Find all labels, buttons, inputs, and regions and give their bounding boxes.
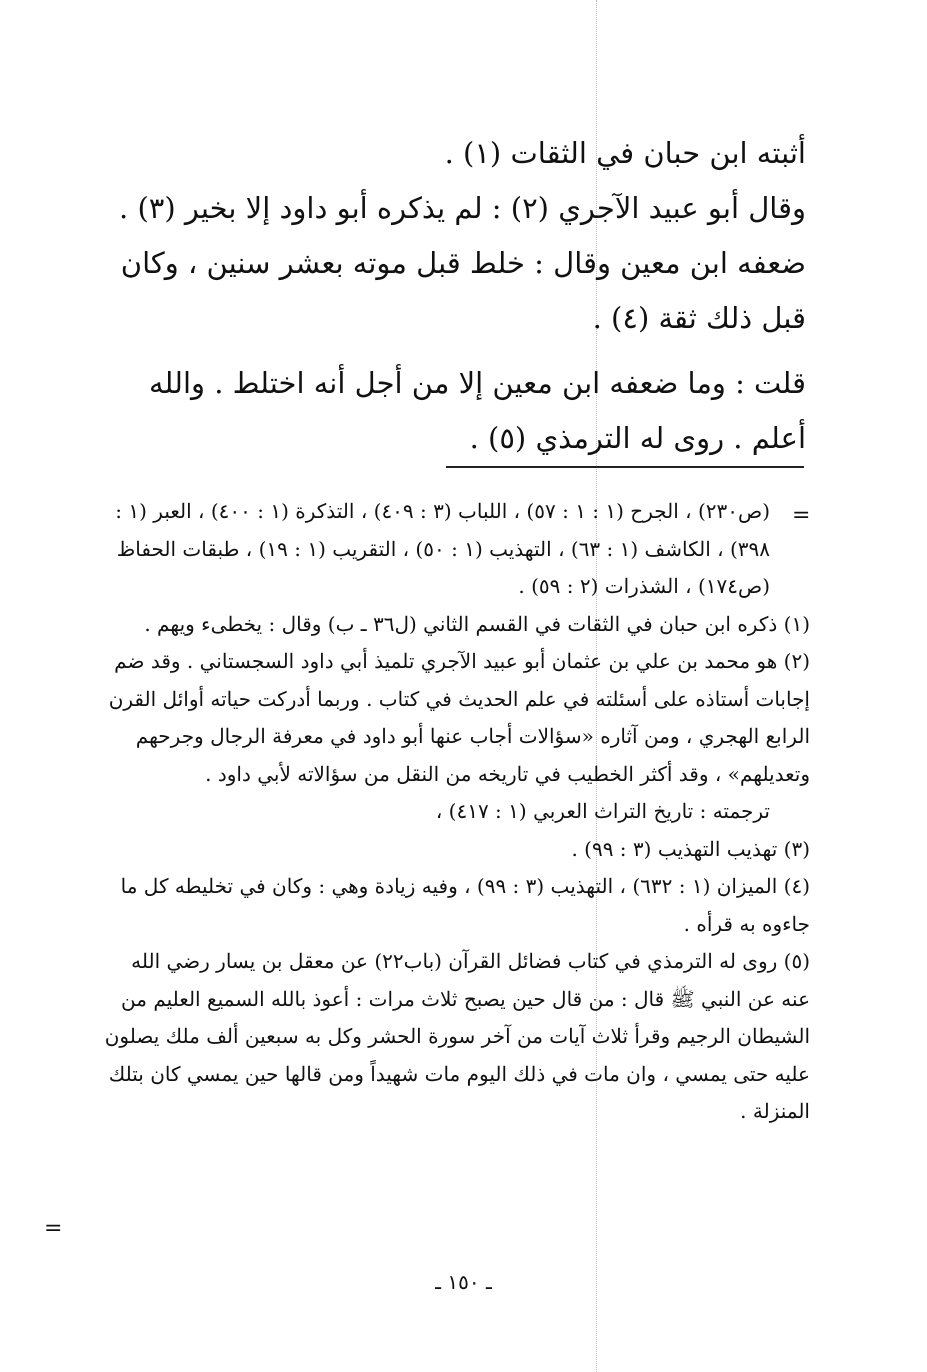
main-paragraph: أثبته ابن حبان في الثقات (١) . bbox=[444, 136, 806, 170]
margin-mark: = bbox=[44, 1216, 63, 1241]
main-text bbox=[96, 126, 806, 466]
footnote-4: (٤) الميزان (١ : ٦٣٢) ، التهذيب (٣ : ٩٩) ، وفيه زيادة وهي : وكان في تخليطه كل ما جاءوه به قرأه . bbox=[120, 874, 810, 936]
page-number: ـ ١٥٠ ـ bbox=[435, 1270, 492, 1294]
footnotes bbox=[98, 493, 810, 1131]
footnote-3: (٣) تهذيب التهذيب (٣ : ٩٩) . bbox=[571, 836, 810, 861]
continuation-mark: = bbox=[792, 503, 811, 528]
main-paragraph: قلت : وما ضعفه ابن معين إلا من أجل أنه اختلط . والله أعلم . روى له الترمذي (٥) . bbox=[148, 366, 806, 455]
footnote-5: (٥) روى له الترمذي في كتاب فضائل القرآن (باب٢٢) عن معقل بن يسار رضي الله عنه عن النبي ﷺ قال : من قال حين يصبح ثلاث مرات : أعوذ بالله السميع العليم من الشيطان الرجيم وقرأ ثلاث آيات من آخر سورة الحشر وكل به سبعين ألف ملك يصلون عليه حتى يمسي ، وان مات في ذلك اليوم مات شهيداً ومن قالها حين يمسي كان بتلك المنزلة . bbox=[104, 949, 810, 1123]
footnote-separator bbox=[446, 466, 804, 468]
footnote-carried-over: (ص٢٣٠) ، الجرح (١ : ١ : ٥٧) ، اللباب (٣ : ٤٠٩) ، التذكرة (١ : ٤٠٠) ، العبر (١ : ٣٩٨) ، الكاشف (١ : ٦٣) ، التهذيب (١ : ٥٠) ، التقريب (١ : ١٩) ، طبقات الحفاظ (ص١٧٤) ، الشذرات (٢ : ٥٩) . bbox=[115, 499, 770, 598]
footnote-1: (١) ذكره ابن حبان في الثقات في القسم الثاني (ل٣٦ ـ ب) وقال : يخطىء ويهم . bbox=[144, 611, 810, 636]
footnote-2: (٢) هو محمد بن علي بن عثمان أبو عبيد الآجري تلميذ أبي داود السجستاني . وقد ضم إجابات أستاذه على أسئلته في علم الحديث في كتاب . وربما أدركت حياته أوائل القرن الرابع الهجري ، ومن آثاره «سؤالات أجاب عنها أبو داود في معرفة الرجال وجرحهم وتعديلهم» ، وقد أكثر الخطيب في تاريخه من النقل من سؤالاته لأبي داود . bbox=[108, 649, 810, 786]
main-paragraph: وقال أبو عبيد الآجري (٢) : لم يذكره أبو داود إلا بخير (٣) . bbox=[119, 191, 806, 225]
footnote-2-reference: ترجمته : تاريخ التراث العربي (١ : ٤١٧) ، bbox=[435, 799, 770, 823]
main-paragraph: ضعفه ابن معين وقال : خلط قبل موته بعشر سنين ، وكان قبل ذلك ثقة (٤) . bbox=[120, 246, 806, 335]
